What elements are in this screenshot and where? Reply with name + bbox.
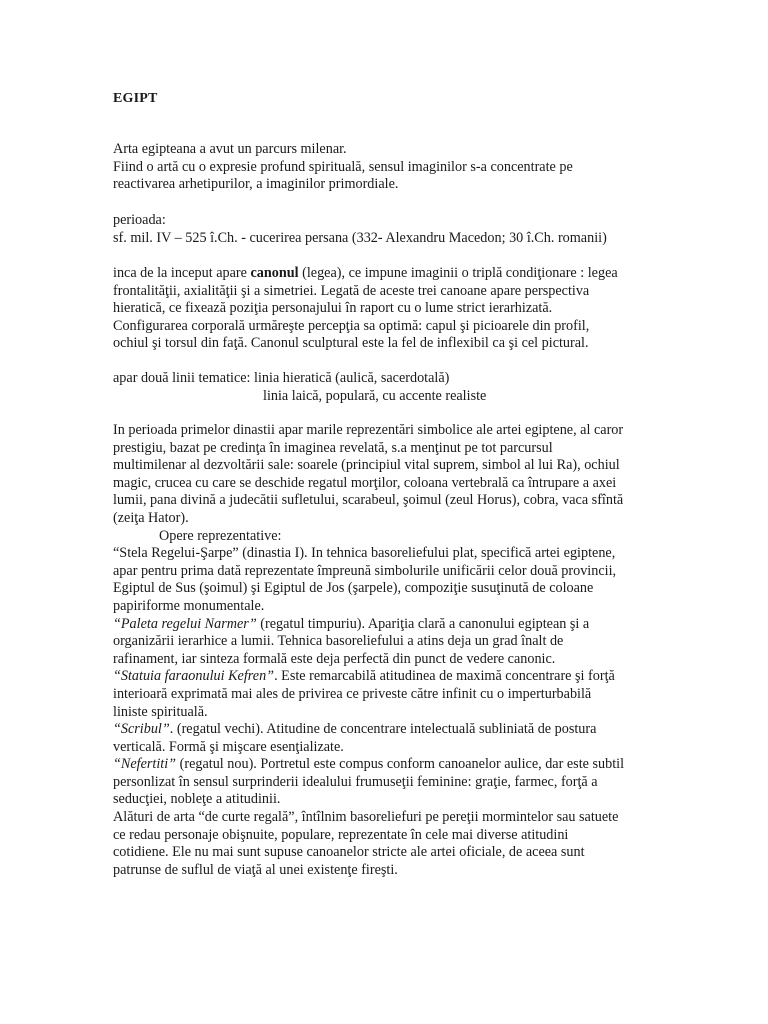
dynasties-paragraph	[113, 422, 673, 879]
text-line: personlizat în sensul surprinderii idealului frumuseţii feminine: graţie, farmec, forţă a	[113, 773, 598, 790]
page-title: EGIPT	[113, 91, 158, 106]
text-line: ochiul şi torsul din faţă. Canonul sculptural este la fel de inflexibil ca şi cel pictural.	[113, 335, 589, 352]
period-value: sf. mil. IV – 525 î.Ch. - cucerirea persana (332- Alexandru Macedon; 30 î.Ch. romanii)	[113, 229, 607, 246]
text-line: Arta egipteana a avut un parcurs milenar.	[113, 141, 347, 157]
period-paragraph	[113, 212, 673, 247]
text-line: ce redau personaje obişnuite, populare, reprezentate în cele mai diverse atitudini	[113, 826, 569, 843]
text-line: lumii, pana divină a judecătii sufletului, scarabeul, şoimul (zeul Horus), cobra, vaca sfîntă	[113, 492, 624, 509]
text-line	[113, 668, 673, 686]
period-label: perioada:	[113, 212, 166, 228]
text-line: reactivarea arhetipurilor, a imaginilor primordiale.	[113, 176, 399, 193]
work-desc: (regatul nou). Portretul este compus conform canoanelor aulice, dar este subtil	[176, 756, 625, 773]
text-line: In perioada primelor dinastii apar marile reprezentări simbolice ale artei egiptene, al caror	[113, 422, 624, 438]
canon-pre: inca de la inceput apare	[113, 265, 251, 281]
text-line: rafinament, iar sinteza formală este deja perfectă din punct de vedere canonic.	[113, 650, 556, 667]
canon-term: canonul	[250, 265, 299, 281]
text-line: Alături de arta “de curte regală”, întîlnim basoreliefuri pe pereţii mormintelor sau satuete	[113, 809, 619, 826]
work-desc: . (regatul vechi). Atitudine de concentrare intelectuală subliniată de postura	[169, 721, 597, 738]
work-title: “Nefertiti”	[113, 756, 177, 773]
text-line: multimilenar al dezvoltării sale: soarele (principiul vital suprem, simbol al lui Ra), ochiul	[113, 457, 620, 474]
work-title: “Statuia faraonului Kefren”	[113, 668, 275, 685]
text-line: Fiind o artă cu o expresie profund spirituală, sensul imaginilor s-a concentrate pe	[113, 158, 573, 175]
works-heading: Opere reprezentative:	[159, 527, 282, 544]
text-line: papiriforme monumentale.	[113, 597, 265, 614]
text-line: magic, crucea cu care se deschide regatul morţilor, coloana vertebrală ca întrupare a axei	[113, 474, 617, 491]
text-line: (zeiţa Hator).	[113, 509, 189, 526]
text-line	[113, 616, 673, 634]
canon-paragraph	[113, 265, 673, 353]
work-title: “Paleta regelui Narmer”	[113, 615, 257, 632]
text-line: cotidiene. Ele nu mai sunt supuse canoanelor stricte ale artei oficiale, de aceea sunt	[113, 844, 585, 861]
text-line: seducţiei, nobleţe a atitudinii.	[113, 791, 281, 808]
text-line: liniste spirituală.	[113, 703, 208, 720]
text-line: frontalităţii, axialităţii şi a simetriei. Legată de aceste trei canoane apare perspectiva	[113, 282, 590, 299]
text-line: apar două linii tematice: linia hieratică (aulică, sacerdotală)	[113, 370, 450, 386]
work-title: “Scribul”	[113, 721, 170, 738]
text-line: interioară exprimată mai ales de privirea ce priveste către infinit cu o imperturbabilă	[113, 685, 592, 702]
text-line	[113, 756, 673, 774]
intro-paragraph	[113, 141, 673, 194]
text-line: apar pentru prima dată reprezentate împreună simbolurile unificării celor două provincii,	[113, 562, 617, 579]
text-line	[113, 721, 673, 739]
work-desc: (regatul timpuriu). Apariţia clară a canonului egiptean şi a	[256, 615, 590, 632]
text-line: Configurarea corporală urmăreşte percepţia sa optimă: capul şi picioarele din profil,	[113, 317, 590, 334]
text-line: prestigiu, bazat pe credinţa în imaginea revelată, s.a menţinut pe tot parcursul	[113, 439, 553, 456]
text-line: Egiptul de Sus (şoimul) şi Egiptul de Jos (şarpele), compoziţie susuţinută de coloane	[113, 580, 594, 597]
text-line: organizării ierarhice a lumii. Tehnica basoreliefului a atins deja un grad înalt de	[113, 633, 564, 650]
work-desc: . Este remarcabilă atitudinea de maximă concentrare şi forţă	[274, 668, 615, 685]
text-line	[113, 265, 673, 283]
text-line: patrunse de suflul de viaţă al unei existenţe fireşti.	[113, 861, 398, 878]
text-line: hieratică, ce fixează poziţia personajului în raport cu o lume strict ierarhizată.	[113, 300, 553, 317]
canon-post: (legea), ce impune imaginii o triplă condiţionare : legea	[298, 265, 618, 281]
text-line: “Stela Regelui-Şarpe” (dinastia I). In tehnica basoreliefului plat, specifică artei egiptene,	[113, 545, 616, 562]
text-line: linia laică, populară, cu accente realiste	[263, 387, 487, 404]
themes-paragraph	[113, 370, 673, 405]
text-line: verticală. Formă şi mişcare esenţializate.	[113, 738, 344, 755]
